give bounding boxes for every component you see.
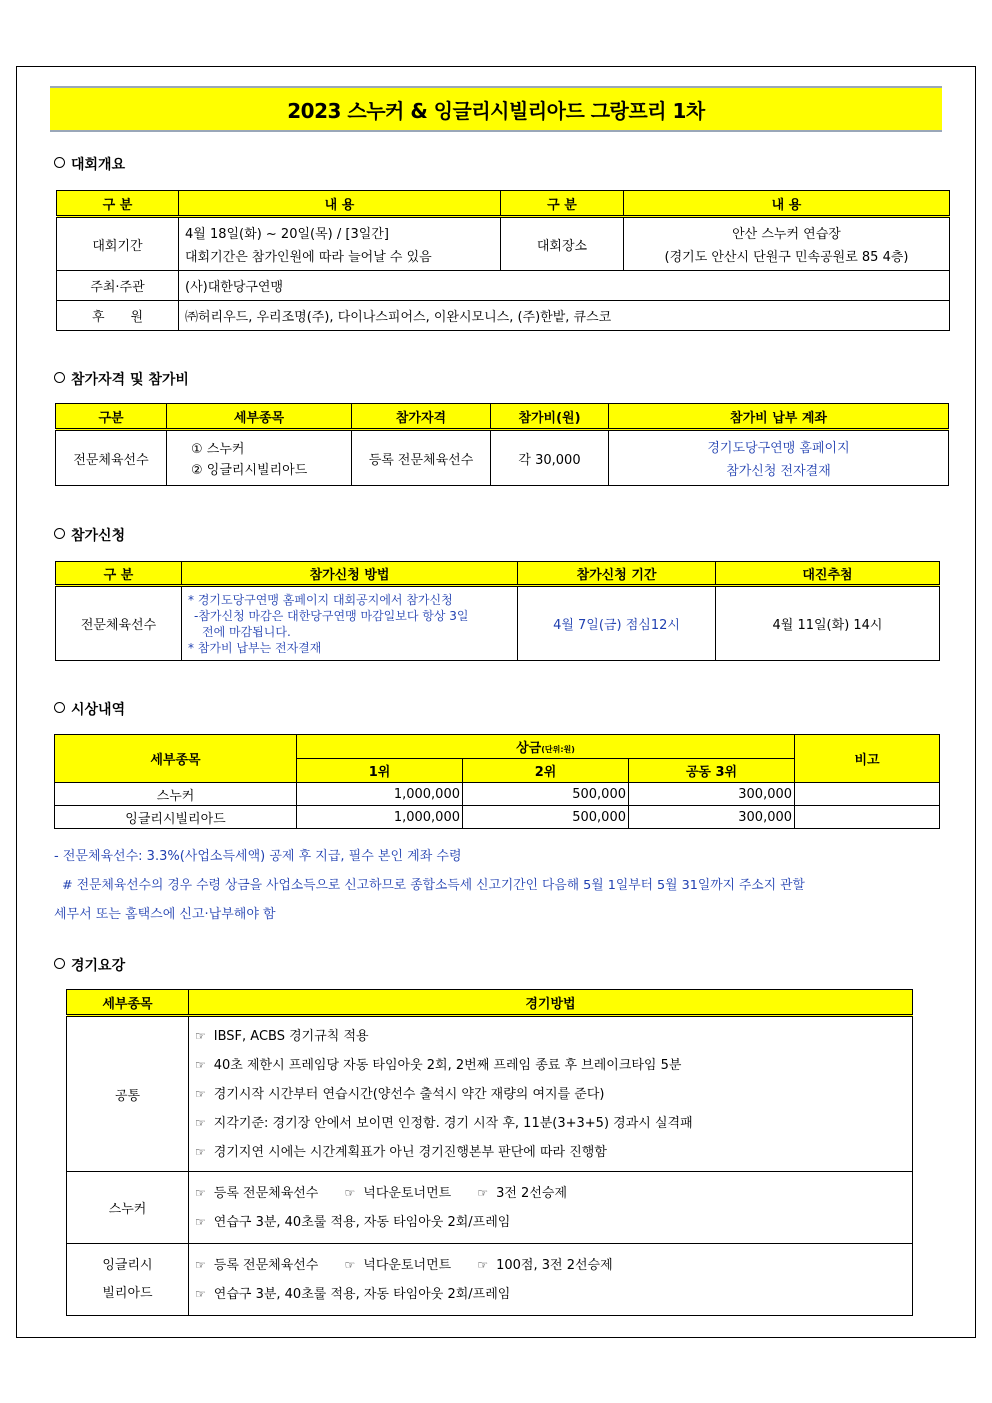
- overview-header-gubun2: 구 분: [501, 191, 624, 217]
- table-row: [55, 806, 940, 829]
- english-label-line1: 잉글리시: [102, 1257, 153, 1273]
- prize-row-1st: 1,000,000: [297, 783, 463, 806]
- prize-row-2nd: 500,000: [463, 783, 629, 806]
- rules-header-event: 세부종목: [67, 990, 189, 1016]
- list-item: [195, 1138, 906, 1167]
- prize-row-note: [795, 806, 940, 829]
- pointing-hand-icon: ☞: [195, 1185, 206, 1200]
- circle-bullet-icon: [54, 528, 65, 539]
- elig-event1: ① 스누커: [191, 442, 245, 457]
- venue-line2: (경기도 안산시 단원구 민속공원로 85 4층): [664, 250, 909, 265]
- table-row: [55, 783, 940, 806]
- rule-text: 등록 전문체육선수: [213, 1257, 319, 1273]
- rule-text: 지각기준: 경기장 안에서 보이면 인정함. 경기 시작 후, 11분(3+3+5) 경과시 실격패: [213, 1115, 693, 1131]
- prize-note-2: # 전문체육선수의 경우 수령 상금을 사업소득으로 신고하므로 종합소득세 신고기간인 다음해 5월 1일부터 5월 31일까지 주소지 관할: [62, 878, 805, 893]
- pointing-hand-icon: ☞: [344, 1185, 356, 1200]
- host-value: (사)대한당구연맹: [179, 271, 950, 301]
- section-application-heading: [54, 525, 125, 545]
- list-item: [195, 1280, 906, 1309]
- rule-text: 넉다운토너먼트: [363, 1185, 452, 1201]
- app-header-method: 참가신청 방법: [182, 562, 518, 586]
- rule-text: 40초 제한시 프레임당 자동 타임아웃 2회, 2번째 프레임 종료 후 브레이크타임 5분: [213, 1057, 682, 1073]
- elig-header-qual: 참가자격: [352, 404, 491, 430]
- prize-header-1st: 1위: [297, 759, 463, 783]
- prize-row-event: 잉글리시빌리아드: [55, 806, 297, 829]
- prize-header-prize: [297, 735, 795, 759]
- list-item: [195, 1080, 906, 1109]
- section-eligibility-label: 참가자격 및 참가비: [71, 372, 189, 388]
- rules-table: [66, 989, 913, 1316]
- rule-text: 등록 전문체육선수: [213, 1185, 319, 1201]
- section-eligibility-heading: [54, 369, 189, 389]
- app-row-gubun: 전문체육선수: [56, 586, 182, 661]
- venue-label: 대회장소: [501, 217, 624, 271]
- circle-bullet-icon: [54, 702, 65, 713]
- elig-row-events: [167, 430, 352, 486]
- rules-header-method: 경기방법: [189, 990, 913, 1016]
- section-prizes-heading: [54, 699, 125, 719]
- prize-header-event: 세부종목: [55, 735, 297, 783]
- app-method2: -참가신청 마감은 대한당구연맹 마감일보다 항상 3일: [194, 608, 469, 623]
- rule-text: 넉다운토너먼트: [363, 1257, 452, 1273]
- app-method1: * 경기도당구연맹 홈페이지 대회공지에서 참가신청: [188, 592, 453, 607]
- rules-snooker-list: [189, 1172, 913, 1244]
- list-item: [195, 1251, 906, 1280]
- app-row-method: [182, 586, 518, 661]
- period-line1: 4월 18일(화) ~ 20일(목) / [3일간]: [185, 227, 389, 242]
- pointing-hand-icon: ☞: [477, 1257, 489, 1272]
- pointing-hand-icon: ☞: [195, 1115, 206, 1130]
- prize-header-note: 비고: [795, 735, 940, 783]
- page-title: 2023 스누커 & 잉글리시빌리아드 그랑프리 1차: [50, 86, 942, 132]
- prize-row-note: [795, 783, 940, 806]
- application-table: [55, 561, 940, 661]
- venue-value: [624, 217, 950, 271]
- prize-row-3rd: 300,000: [629, 806, 795, 829]
- pointing-hand-icon: ☞: [195, 1286, 206, 1301]
- overview-header-content: 내 용: [179, 191, 501, 217]
- elig-account1: 경기도당구연맹 홈페이지: [707, 441, 850, 456]
- period-line2: 대회기간은 참가인원에 따라 늘어날 수 있음: [185, 250, 432, 265]
- host-label: 주최·주관: [57, 271, 179, 301]
- app-method3: 전에 마감됩니다.: [202, 624, 291, 639]
- section-prizes-label: 시상내역: [71, 702, 126, 718]
- elig-row-account: [609, 430, 949, 486]
- pointing-hand-icon: ☞: [477, 1185, 489, 1200]
- circle-bullet-icon: [54, 958, 65, 969]
- pointing-hand-icon: ☞: [195, 1214, 206, 1229]
- prize-header-unit: (단위:원): [541, 745, 575, 754]
- section-rules-heading: [54, 955, 125, 975]
- rules-english-label: [67, 1244, 189, 1316]
- list-item: [195, 1051, 906, 1080]
- pointing-hand-icon: ☞: [195, 1086, 206, 1101]
- elig-row-gubun: 전문체육선수: [56, 430, 167, 486]
- rule-text: 3전 2선승제: [496, 1185, 568, 1201]
- app-row-period: 4월 7일(금) 점심12시: [518, 586, 716, 661]
- rules-common-list: [189, 1016, 913, 1172]
- pointing-hand-icon: ☞: [195, 1057, 206, 1072]
- prize-header-2nd: 2위: [463, 759, 629, 783]
- rule-text: 경기지연 시에는 시간계획표가 아닌 경기진행본부 판단에 따라 진행함: [213, 1144, 607, 1160]
- app-header-period: 참가신청 기간: [518, 562, 716, 586]
- rule-text: 연습구 3분, 40초룰 적용, 자동 타임아웃 2회/프레임: [213, 1214, 511, 1230]
- prize-note-3: 세무서 또는 홈택스에 신고·납부해야 함: [54, 907, 276, 922]
- elig-event2: ② 잉글리시빌리아드: [191, 463, 308, 478]
- rule-text: 100점, 3전 2선승제: [496, 1257, 613, 1273]
- elig-header-fee: 참가비(원): [491, 404, 609, 430]
- prize-row-3rd: 300,000: [629, 783, 795, 806]
- list-item: [195, 1208, 906, 1237]
- elig-row-qual: 등록 전문체육선수: [352, 430, 491, 486]
- pointing-hand-icon: ☞: [195, 1144, 206, 1159]
- prize-header-3rd: 공동 3위: [629, 759, 795, 783]
- elig-account2: 참가신청 전자결재: [726, 464, 831, 479]
- rules-common-label: 공통: [67, 1016, 189, 1172]
- sponsor-label: 후 원: [57, 301, 179, 331]
- rule-text: IBSF, ACBS 경기규칙 적용: [213, 1028, 369, 1044]
- overview-header-content2: 내 용: [624, 191, 950, 217]
- elig-header-gubun: 구분: [56, 404, 167, 430]
- overview-header-gubun: 구 분: [57, 191, 179, 217]
- pointing-hand-icon: ☞: [344, 1257, 356, 1272]
- prize-row-event: 스누커: [55, 783, 297, 806]
- app-header-gubun: 구 분: [56, 562, 182, 586]
- section-application-label: 참가신청: [71, 528, 126, 544]
- prize-row-2nd: 500,000: [463, 806, 629, 829]
- rule-text: 경기시작 시간부터 연습시간(양선수 출석시 약간 재량의 여지를 준다): [213, 1086, 605, 1102]
- section-overview-label: 대회개요: [71, 157, 126, 173]
- rule-text: 연습구 3분, 40초룰 적용, 자동 타임아웃 2회/프레임: [213, 1286, 511, 1302]
- prizes-table: [54, 734, 940, 829]
- prize-row-1st: 1,000,000: [297, 806, 463, 829]
- english-label-line2: 빌리아드: [102, 1285, 153, 1301]
- pointing-hand-icon: ☞: [195, 1028, 206, 1043]
- circle-bullet-icon: [54, 372, 65, 383]
- rules-snooker-label: 스누커: [67, 1172, 189, 1244]
- circle-bullet-icon: [54, 157, 65, 168]
- period-value: [179, 217, 501, 271]
- app-method4: * 참가비 납부는 전자결재: [188, 640, 322, 655]
- app-header-draw: 대진추첨: [716, 562, 940, 586]
- elig-row-fee: 각 30,000: [491, 430, 609, 486]
- eligibility-table: [55, 403, 949, 486]
- section-overview-heading: [54, 154, 125, 174]
- overview-table: [56, 190, 950, 331]
- app-row-draw: 4월 11일(화) 14시: [716, 586, 940, 661]
- elig-header-account: 참가비 납부 계좌: [609, 404, 949, 430]
- list-item: [195, 1109, 906, 1138]
- rules-english-list: [189, 1244, 913, 1316]
- list-item: [195, 1022, 906, 1051]
- prize-note-1: - 전문체육선수: 3.3%(사업소득세액) 공제 후 지급, 필수 본인 계좌 수령: [54, 849, 462, 864]
- elig-header-event: 세부종목: [167, 404, 352, 430]
- prize-header-label: 상금: [516, 741, 542, 756]
- venue-line1: 안산 스누커 연습장: [732, 227, 841, 242]
- list-item: [195, 1179, 906, 1208]
- section-rules-label: 경기요강: [71, 958, 126, 974]
- sponsor-value: ㈜허리우드, 우리조명(주), 다이나스피어스, 이완시모니스, (주)한밭, 큐스코: [179, 301, 950, 331]
- pointing-hand-icon: ☞: [195, 1257, 206, 1272]
- period-label: 대회기간: [57, 217, 179, 271]
